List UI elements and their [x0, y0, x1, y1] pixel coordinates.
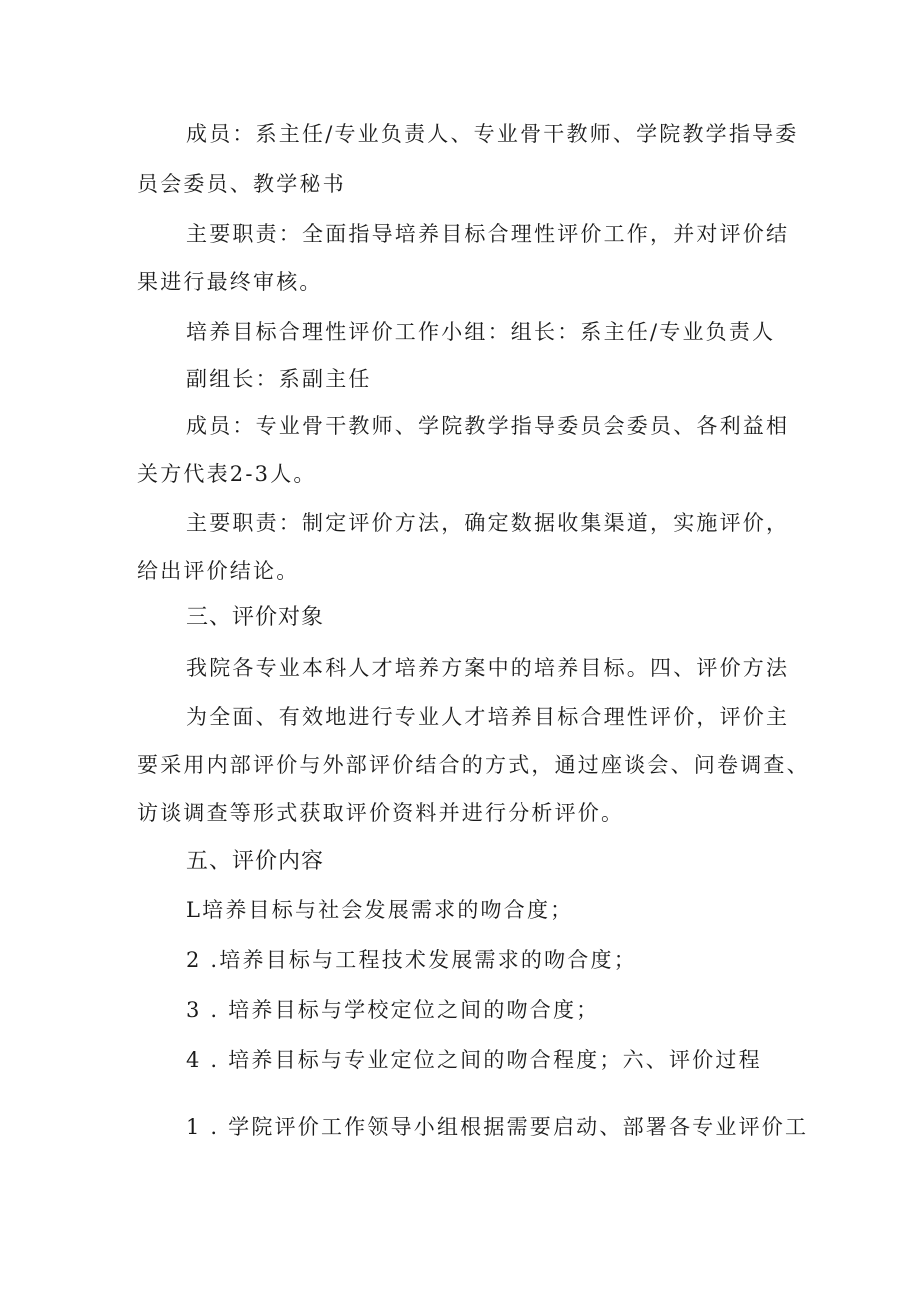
- paragraph-group-members-line-2: 关方代表2-3人。: [137, 462, 317, 486]
- list-item-content-3: 3 . 培养目标与学校定位之间的吻合度；: [186, 998, 600, 1022]
- list-item-content-4: 4 . 培养目标与专业定位之间的吻合程度；六、评价过程: [186, 1048, 762, 1072]
- paragraph-group-duties-line-2: 给出评价结论。: [137, 559, 300, 583]
- paragraph-group-duties-line-1: 主要职责：制定评价方法，确定数据收集渠道，实施评价，: [186, 511, 790, 535]
- paragraph-method-line-2: 要采用内部评价与外部评价结合的方式，通过座谈会、问卷调查、: [137, 753, 810, 777]
- paragraph-group-members-line-1: 成员：专业骨干教师、学院教学指导委员会委员、各利益相: [186, 414, 790, 438]
- paragraph-evaluation-object: 我院各专业本科人才培养方案中的培养目标。四、评价方法: [186, 656, 790, 680]
- paragraph-method-line-3: 访谈调查等形式获取评价资料并进行分析评价。: [137, 801, 625, 825]
- paragraph-deputy-leader: 副组长：系副主任: [186, 367, 372, 391]
- list-item-content-2: 2 .培养目标与工程技术发展需求的吻合度；: [186, 948, 637, 972]
- paragraph-members-line-2: 员会委员、教学秘书: [137, 172, 346, 196]
- paragraph-duties-line-2: 果进行最终审核。: [137, 270, 323, 294]
- section-heading-evaluation-object: 三、评价对象: [186, 605, 325, 630]
- section-heading-evaluation-content: 五、评价内容: [186, 849, 325, 874]
- list-item-content-1: L培养目标与社会发展需求的吻合度；: [186, 898, 574, 922]
- paragraph-members-line-1: 成员：系主任/专业负责人、专业骨干教师、学院教学指导委: [186, 122, 799, 146]
- list-item-process-1: 1 . 学院评价工作领导小组根据需要启动、部署各专业评价工: [186, 1115, 809, 1139]
- paragraph-duties-line-1: 主要职责：全面指导培养目标合理性评价工作，并对评价结: [186, 222, 790, 246]
- paragraph-working-group: 培养目标合理性评价工作小组：组长：系主任/专业负责人: [186, 320, 776, 344]
- paragraph-method-line-1: 为全面、有效地进行专业人才培养目标合理性评价，评价主: [186, 705, 790, 729]
